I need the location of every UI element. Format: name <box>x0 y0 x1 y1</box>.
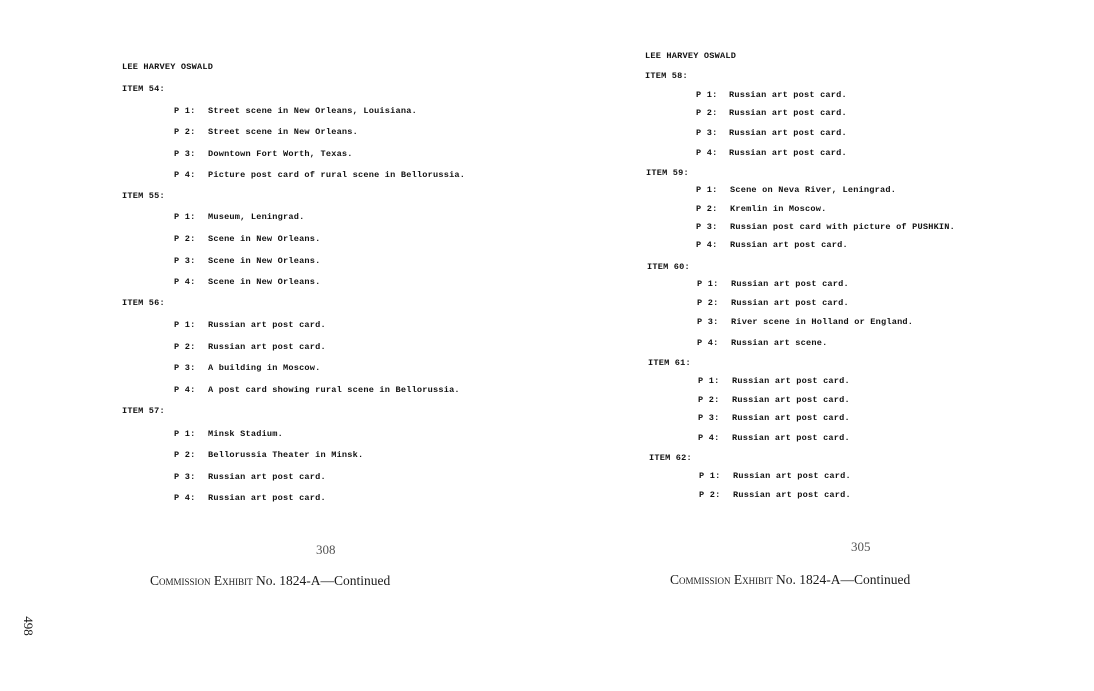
entry-p: P 2: <box>699 490 721 500</box>
entry-text: Russian art post card. <box>208 493 326 503</box>
entry-text: Russian art post card. <box>208 320 326 330</box>
entry-text: Russian art post card. <box>729 128 847 138</box>
entry-text: Scene in New Orleans. <box>208 256 321 266</box>
caption-suffix: No. 1824-A—Continued <box>776 572 911 587</box>
entry-p: P 2: <box>174 450 196 460</box>
entry-p: P 1: <box>174 106 196 116</box>
item-label: ITEM 59: <box>646 168 689 178</box>
entry-text: Russian art post card. <box>733 490 851 500</box>
entry-text: Scene in New Orleans. <box>208 277 321 287</box>
caption-prefix: Commission Exhibit <box>150 573 253 588</box>
entry-text: Russian art post card. <box>208 342 326 352</box>
entry-text: Street scene in New Orleans. <box>208 127 358 137</box>
entry-text: Russian art post card. <box>730 240 848 250</box>
entry-text: Museum, Leningrad. <box>208 212 305 222</box>
entry-p: P 4: <box>696 240 718 250</box>
entry-p: P 2: <box>174 127 196 137</box>
entry-p: P 1: <box>699 471 721 481</box>
left-caption <box>150 573 390 589</box>
entry-text: Russian art post card. <box>729 148 847 158</box>
entry-p: P 3: <box>174 472 196 482</box>
item-label: ITEM 58: <box>645 71 688 81</box>
entry-p: P 1: <box>697 279 719 289</box>
entry-text: Russian art post card. <box>732 413 850 423</box>
entry-p: P 2: <box>174 342 196 352</box>
item-label: ITEM 60: <box>647 262 690 272</box>
caption-suffix: No. 1824-A—Continued <box>256 573 391 588</box>
caption-prefix: Commission Exhibit <box>670 572 773 587</box>
item-label: ITEM 62: <box>649 453 692 463</box>
entry-text: Kremlin in Moscow. <box>730 204 827 214</box>
entry-p: P 3: <box>174 256 196 266</box>
entry-p: P 1: <box>696 185 718 195</box>
right-caption <box>670 572 910 588</box>
entry-p: P 1: <box>698 376 720 386</box>
left-header: LEE HARVEY OSWALD <box>122 62 214 72</box>
entry-text: Russian art post card. <box>732 376 850 386</box>
entry-p: P 4: <box>174 277 196 287</box>
entry-text: Russian post card with picture of PUSHKIN. <box>730 222 955 232</box>
item-label: ITEM 55: <box>122 191 165 201</box>
item-label: ITEM 57: <box>122 406 165 416</box>
entry-text: Russian art post card. <box>732 433 850 443</box>
right-page-number: 305 <box>851 539 871 554</box>
entry-p: P 3: <box>697 317 719 327</box>
entry-text: Street scene in New Orleans, Louisiana. <box>208 106 417 116</box>
entry-p: P 3: <box>174 149 196 159</box>
item-label: ITEM 54: <box>122 84 165 94</box>
entry-p: P 3: <box>696 222 718 232</box>
left-page-number: 308 <box>316 542 336 557</box>
entry-p: P 1: <box>174 429 196 439</box>
entry-p: P 4: <box>696 148 718 158</box>
right-header: LEE HARVEY OSWALD <box>645 51 737 61</box>
entry-text: River scene in Holland or England. <box>731 317 914 327</box>
entry-p: P 4: <box>174 493 196 503</box>
entry-text: Downtown Fort Worth, Texas. <box>208 149 353 159</box>
entry-text: Bellorussia Theater in Minsk. <box>208 450 364 460</box>
entry-text: Russian art post card. <box>733 471 851 481</box>
entry-text: Russian art post card. <box>732 395 850 405</box>
entry-p: P 3: <box>174 363 196 373</box>
entry-text: Russian art post card. <box>731 279 849 289</box>
entry-text: Russian art post card. <box>729 108 847 118</box>
entry-text: A post card showing rural scene in Bellorussia. <box>208 385 460 395</box>
entry-text: Russian art post card. <box>731 298 849 308</box>
item-label: ITEM 61: <box>648 358 691 368</box>
entry-p: P 4: <box>174 385 196 395</box>
entry-text: A building in Moscow. <box>208 363 321 373</box>
entry-p: P 4: <box>698 433 720 443</box>
entry-p: P 2: <box>698 395 720 405</box>
entry-text: Russian art post card. <box>208 472 326 482</box>
entry-p: P 2: <box>174 234 196 244</box>
entry-p: P 3: <box>696 128 718 138</box>
entry-p: P 3: <box>698 413 720 423</box>
entry-text: Minsk Stadium. <box>208 429 283 439</box>
side-page-number: 498 <box>20 616 36 636</box>
entry-p: P 4: <box>697 338 719 348</box>
entry-p: P 1: <box>174 320 196 330</box>
entry-p: P 2: <box>696 108 718 118</box>
entry-p: P 4: <box>174 170 196 180</box>
entry-text: Picture post card of rural scene in Bellorussia. <box>208 170 466 180</box>
entry-p: P 2: <box>697 298 719 308</box>
entry-p: P 1: <box>174 212 196 222</box>
entry-p: P 1: <box>696 90 718 100</box>
entry-text: Russian art scene. <box>731 338 828 348</box>
item-label: ITEM 56: <box>122 298 165 308</box>
entry-text: Russian art post card. <box>729 90 847 100</box>
entry-p: P 2: <box>696 204 718 214</box>
entry-text: Scene in New Orleans. <box>208 234 321 244</box>
entry-text: Scene on Neva River, Leningrad. <box>730 185 897 195</box>
